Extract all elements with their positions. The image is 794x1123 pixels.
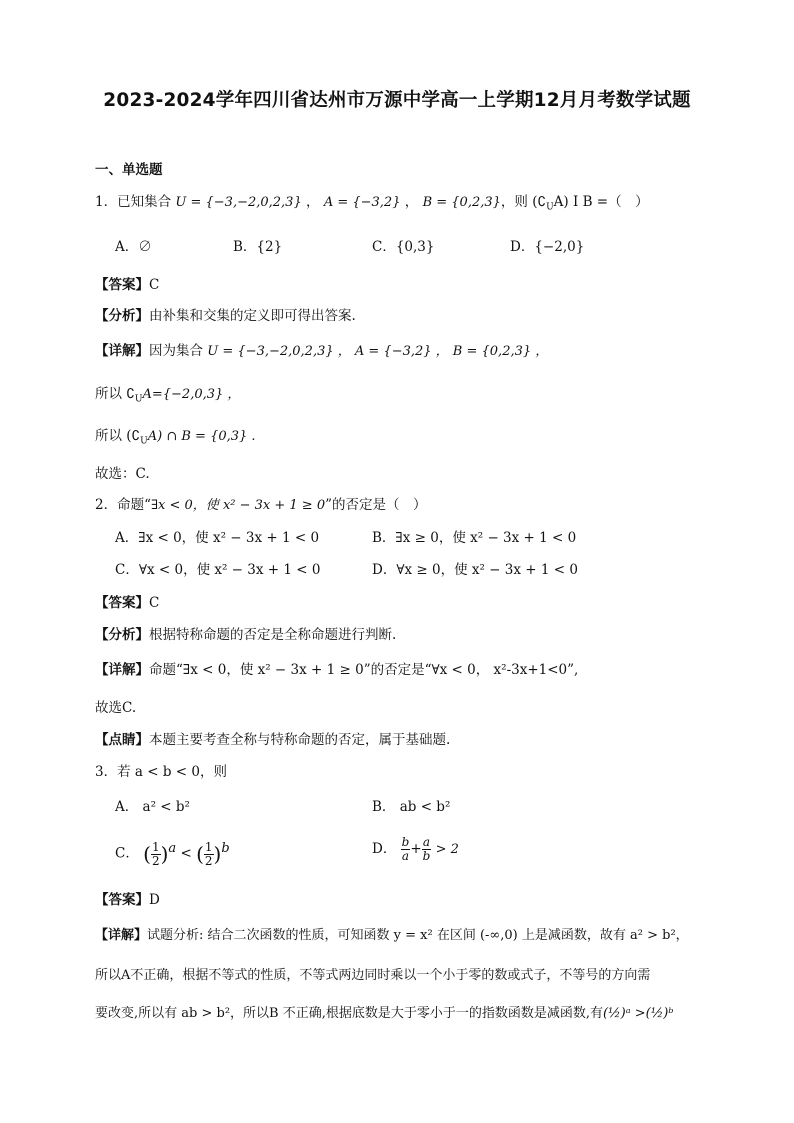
q1-option-c: C．{0,3} [372,239,435,255]
q3-option-b: B． ab < b² [372,799,451,815]
q2-option-b: B．∃x ≥ 0，使 x² − 3x + 1 < 0 [372,530,577,546]
q2-analysis: 【分析】根据特称命题的否定是全称命题进行判断. [95,627,397,643]
q3-option-c: C． ( $\frac{1}{2}$ )$^a$ < ( $\frac{1}{2}$ )$^b$ [115,839,230,868]
q3-answer: 【答案】D [95,892,160,908]
q2-option-d: D．∀x ≥ 0，使 x² − 3x + 1 < 0 [372,562,578,578]
q2-option-a: A．∃x < 0，使 x² − 3x + 1 < 0 [115,530,320,546]
q3-detail-line-2: 所以A不正确，根据不等式的性质，不等式两边同时乘以一个小于零的数或式子，不等号的方向需 [95,968,651,983]
q1-option-a: A．∅ [115,239,152,255]
section-heading: 一、单选题 [95,162,163,178]
page-title: 2023-2024学年四川省达州市万源中学高一上学期12月月考数学试题 [103,90,691,111]
q1-detail-complement: 所以 $∁_UA=\{-2,0,3\}$ ， [95,386,241,405]
q2-comment: 【点睛】本题主要考查全称与特称命题的否定，属于基础题. [95,732,451,748]
q3-detail-line-1: 【详解】试题分析: 结合二次函数的性质，可知函数 y = x² 在区间 (-∞,0) 上是减函数，故有 a² > b²， [95,928,689,943]
q2-option-c: C．∀x < 0，使 x² − 3x + 1 < 0 [115,562,321,578]
q3-stem: 3．若 a < b < 0，则 [95,764,227,780]
q1-detail-intersection: 所以 $(∁_UA)$ ∩ B = {0,3} . [95,428,256,447]
q3-detail-line-3: 要改变,所以有 ab > b²，所以B 不正确,根据底数是大于零小于一的指数函数是减函数,有(½)ᵃ >(½)ᵇ [95,1006,674,1021]
q1-answer: 【答案】C [95,277,160,293]
q2-answer: 【答案】C [95,595,160,611]
q1-stem: 1．已知集合 U = {−3,−2,0,2,3} ， A = {−3,2} ， B = {0,2,3}，则 $(∁_UA)$ I B =（ ） [95,194,649,213]
q1-option-b: B．{2} [233,239,283,255]
q2-conclusion: 故选C. [95,700,137,716]
q1-conclusion: 故选：C. [95,466,150,482]
q3-option-a: A． a² < b² [115,799,190,815]
q2-detail: 【详解】命题“∃x < 0，使 x² − 3x + 1 ≥ 0”的否定是“∀x < 0， x²-3x+1<0”, [95,662,579,678]
q2-stem: 2．命题“∃x < 0，使 x² − 3x + 1 ≥ 0”的否定是（ ） [95,497,427,513]
q1-detail: 【详解】因为集合 U = {−3,−2,0,2,3} ， A = {−3,2} ， B = {0,2,3} ， [95,343,549,359]
q1-analysis: 【分析】由补集和交集的定义即可得出答案. [95,308,356,324]
q1-option-d: D．{−2,0} [510,239,585,255]
q3-option-d: D． $\frac{b}{a}$ + $\frac{a}{b}$ > 2 [372,835,459,863]
